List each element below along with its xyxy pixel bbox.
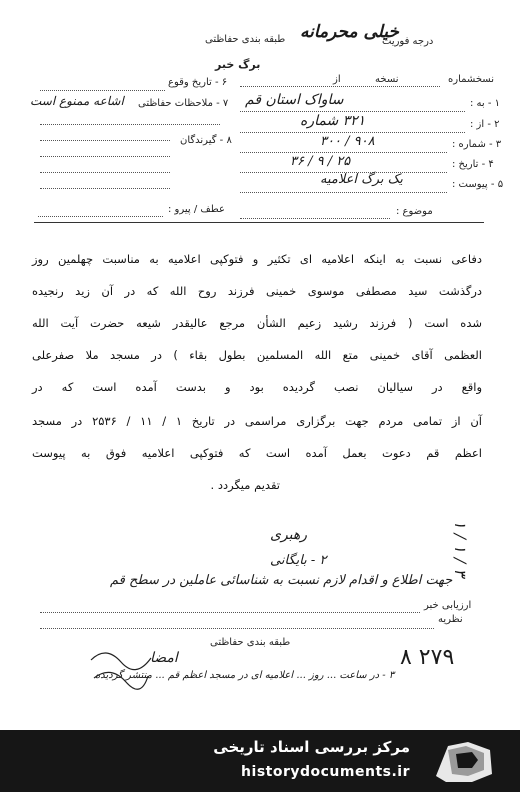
body-line: واقع در سیالیان نصب گردیده بود و بدست آمده است که در [32,380,482,394]
copy-label: نسخه [375,74,399,85]
item1-value: ساواک استان قم [245,92,344,108]
body-line: شده است ( فرزند رشید زعیم الشأن مرجع عالیقدر شیعه حضرت آیت الله [32,316,482,330]
footer-title: مرکز بررسی اسناد تاریخی [213,738,410,756]
evaluation-label: ارزیابی خبر [424,600,472,611]
footnote: ۳ - در ساعت ... روز ... اعلامیه ای در مسجد اعظم قم ... منتشر گردیده [95,670,395,681]
classification-label: طبقه بندی حفاظتی [205,34,286,45]
id-label: نسخشماره [448,74,494,85]
opinion-label: نظریه [438,614,463,625]
signature-scribble [86,640,156,700]
recipients-label: ۸ - گیرندگان [180,135,232,146]
subject-label: موضوع : [396,206,433,217]
date-of-event-label: ۶ - تاریخ وقوع [168,77,228,88]
item1-label: ۱ - به : [470,98,501,109]
urgency-label: درجه فوریت [382,36,434,47]
side-mark: ۳ / ۱ / ۱ [451,520,470,577]
security-notes-value: اشاعه ممنوع است [30,94,124,108]
footer-banner [0,730,520,792]
handwritten-note-2: ۲ - بایگانی [270,553,327,568]
body-line: آن از تمامی مردم جهت برگزاری مراسمی در تاریخ ۱ / ۱۱ / ۲۵۳۶ در مسجد [32,414,482,428]
item5-label: ۵ - پیوست : [452,179,504,190]
item5-value: یک برگ اعلامیه [320,172,403,187]
from-label: از [333,74,341,85]
security-notes-label: ۷ - ملاحظات حفاظتی [138,98,229,109]
item2-label: ۲ - از : [470,119,500,130]
body-line: اعظم قم دعوت بعمل آمده است که فتوکپی اعلامیه فوق به پیوست [32,446,482,460]
item2-value: ۳۲۱ شماره [300,113,366,129]
body-line: دفاعی نسبت به اینکه اعلامیه ای تکثیر و فتوکپی اعلامیه به مناسبت چهلمین روز [32,252,482,266]
handwritten-note-3: جهت اطلاع و اقدام لازم نسبت به شناسائی عاملین در سطح قم [110,573,453,588]
body-line: العظمی آقای خمینی متع الله المسلمین بطول بقاء ) در مسجد ملا صفرعلی [32,348,482,362]
item4-label: ۴ - تاریخ : [452,159,494,170]
item4-value: ۲۵ / ۹ / ۳۶ [290,154,351,169]
classification-stamp: خیلی محرمانه [300,22,399,42]
footer-url[interactable]: historydocuments.ir [241,764,410,780]
form-title: برگ خبر [215,58,261,71]
number-stamp: ۸ ۲۷۹ [400,645,455,670]
body-line: تقدیم میگردد . [210,478,280,492]
item3-value: ۹۰۸ / ۳۰۰ [320,134,375,149]
body-line: درگذشت سید مصطفی موسوی خمینی فرزند روح الله که در آن زید رنجیده [32,284,482,298]
item3-label: ۳ - شماره : [452,139,502,150]
reference-label: عطف / پیرو : [168,204,225,215]
handwritten-note-1: رهبری [270,527,308,543]
signature: امضا [150,650,178,666]
bottom-classification-label: طبقه بندی حفاظتی [210,637,291,648]
archive-logo-icon [428,736,500,786]
